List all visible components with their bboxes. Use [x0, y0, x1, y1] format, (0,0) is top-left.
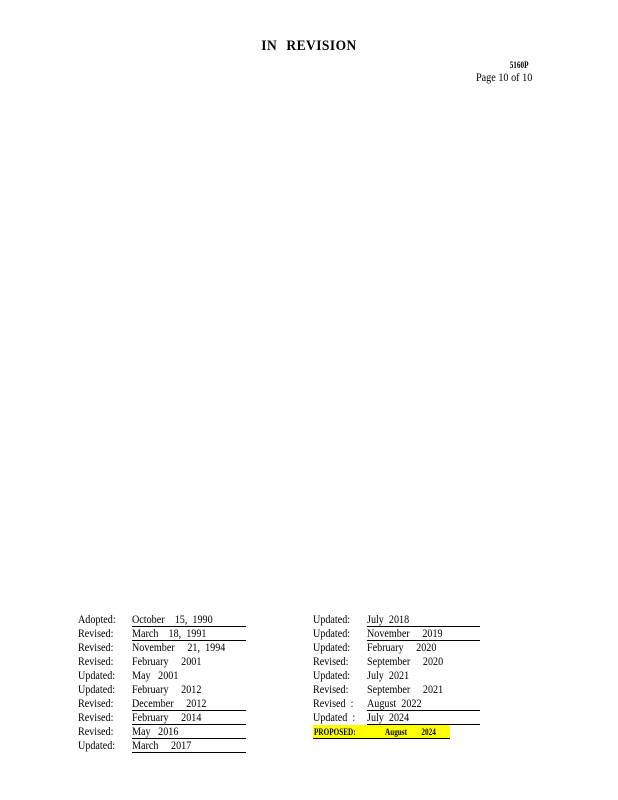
history-row [313, 655, 444, 669]
history-date: May 2001 [132, 670, 179, 682]
history-label: Revised: [313, 656, 349, 668]
history-row [313, 613, 410, 627]
history-row [78, 711, 202, 725]
history-date-line [132, 725, 246, 739]
history-date: March 2017 [132, 740, 192, 752]
history-date: November 2019 [367, 628, 443, 640]
history-row [313, 669, 410, 683]
revision-history-left [78, 613, 226, 753]
history-date-line [132, 683, 246, 696]
history-label: Updated: [313, 628, 351, 640]
history-date: November 21, 1994 [132, 642, 226, 654]
history-date-line [132, 697, 246, 711]
history-date-line [367, 655, 480, 668]
history-date-line [132, 641, 246, 654]
history-label: Revised: [78, 656, 114, 668]
history-row [78, 655, 202, 669]
history-date: July 2021 [367, 670, 410, 682]
policy-code: 5160P [509, 60, 528, 70]
history-date: October 15, 1990 [132, 614, 213, 626]
revision-history-right [313, 613, 444, 739]
proposed-highlight [313, 725, 450, 739]
history-date-line [132, 627, 246, 641]
history-row [78, 613, 213, 627]
history-date-line [132, 613, 246, 627]
history-date-line [132, 655, 246, 668]
history-label: Revised: [78, 726, 114, 738]
proposed-date: August 2024 [385, 727, 436, 737]
history-row [78, 627, 207, 641]
history-row [313, 627, 443, 641]
history-date-line [132, 711, 246, 725]
history-label: Revised: [313, 684, 349, 696]
history-label: Updated: [313, 614, 351, 626]
history-label: Updated: [78, 740, 116, 752]
proposed-row [313, 725, 436, 739]
history-date: September 2020 [367, 656, 444, 668]
history-row [313, 697, 422, 711]
history-row [78, 669, 179, 683]
proposed-label: PROPOSED: [314, 727, 356, 737]
history-row [78, 697, 207, 711]
history-date-line [132, 669, 246, 682]
history-date-line [367, 697, 480, 711]
history-label: Revised: [78, 698, 114, 710]
history-row [313, 641, 437, 655]
history-date: August 2022 [367, 698, 422, 710]
history-date-line [132, 739, 246, 753]
history-date: July 2024 [367, 712, 410, 724]
history-date-line [367, 711, 480, 725]
history-label: Revised: [78, 642, 114, 654]
history-date-line [367, 669, 480, 682]
history-date-line [367, 641, 480, 654]
history-label: Revised: [78, 712, 114, 724]
history-row [78, 725, 179, 739]
history-date-line [367, 627, 480, 641]
history-label: Updated : [313, 712, 356, 724]
history-date: December 2012 [132, 698, 207, 710]
history-date: March 18, 1991 [132, 628, 207, 640]
history-label: Adopted: [78, 614, 116, 626]
history-row [78, 739, 192, 753]
history-label: Revised: [78, 628, 114, 640]
history-date: February 2020 [367, 642, 437, 654]
history-date: February 2014 [132, 712, 202, 724]
history-date-line [367, 683, 480, 696]
history-date: September 2021 [367, 684, 444, 696]
history-date: February 2012 [132, 684, 202, 696]
history-date-line [367, 613, 480, 627]
history-label: Updated: [313, 642, 351, 654]
history-row [313, 683, 444, 697]
history-date: May 2016 [132, 726, 179, 738]
history-date: February 2001 [132, 656, 202, 668]
history-row [313, 711, 410, 725]
document-title: IN REVISION [261, 38, 357, 54]
history-label: Updated: [78, 670, 116, 682]
history-label: Updated: [78, 684, 116, 696]
history-row [78, 641, 226, 655]
history-row [78, 683, 202, 697]
history-label: Updated: [313, 670, 351, 682]
page-number: Page 10 of 10 [475, 70, 532, 84]
history-date: July 2018 [367, 614, 410, 626]
history-label: Revised : [313, 698, 354, 710]
